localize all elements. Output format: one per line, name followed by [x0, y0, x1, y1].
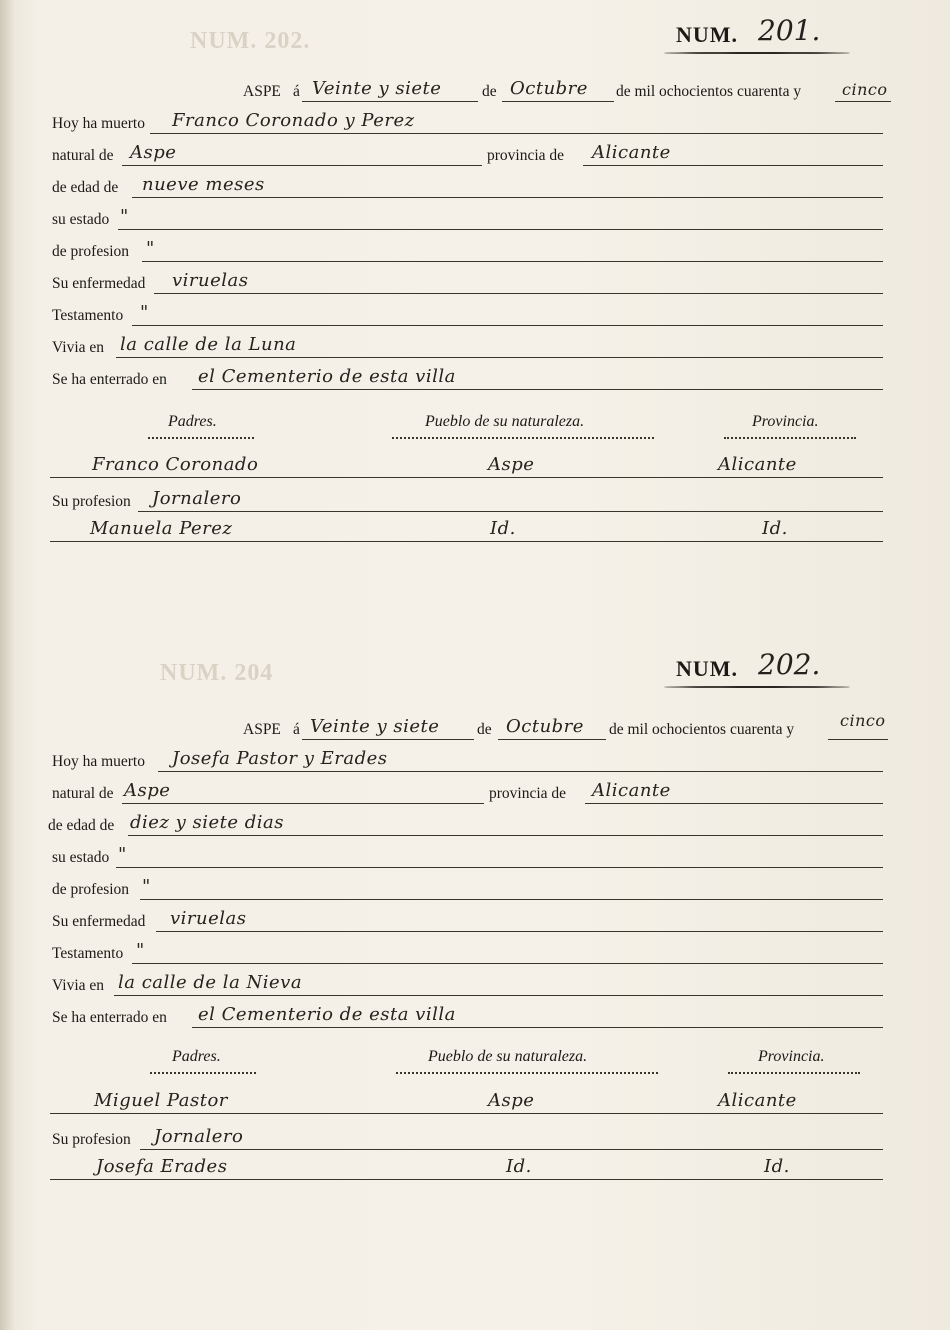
su-profesion-rule	[140, 1149, 883, 1150]
vivia-rule	[116, 357, 883, 358]
enfermedad-line	[0, 906, 950, 934]
estado-value: "	[118, 844, 127, 865]
num-underline	[664, 52, 850, 54]
day-value: Veinte y siete	[312, 78, 442, 99]
padres-heading: Padres.	[168, 413, 217, 430]
date-line	[0, 711, 950, 742]
padres-heading-rule	[150, 1072, 256, 1074]
mother-rule	[50, 1179, 883, 1180]
town-label: ASPE	[243, 721, 281, 738]
died-label: Hoy ha muerto	[52, 115, 145, 132]
died-line	[0, 746, 950, 774]
enterrado-line	[0, 1002, 950, 1030]
father-line	[0, 1088, 950, 1116]
num-value: 202.	[758, 648, 821, 681]
natural-line	[0, 778, 950, 806]
de-label: de	[477, 721, 492, 738]
enfermedad-rule	[156, 931, 883, 932]
estado-line	[0, 842, 950, 870]
estado-rule	[116, 867, 883, 868]
year-suffix-value: cinco	[842, 80, 888, 99]
testamento-label: Testamento	[52, 945, 124, 962]
natural-line	[0, 140, 950, 168]
su-profesion-label: Su profesion	[52, 1131, 131, 1148]
testamento-rule	[132, 325, 883, 326]
bleed-through-heading: NUM. 202.	[190, 28, 311, 54]
padres-heading-rule	[148, 437, 254, 439]
edad-rule	[132, 197, 883, 198]
enfermedad-value: viruelas	[172, 270, 249, 291]
profesion-value: "	[142, 876, 151, 897]
enfermedad-rule	[154, 293, 883, 294]
mother-pueblo: Id.	[490, 518, 516, 539]
enterrado-value: el Cementerio de esta villa	[198, 1004, 456, 1025]
provincia-heading: Provincia.	[758, 1048, 825, 1065]
provincia-heading: Provincia.	[752, 413, 819, 430]
pueblo-heading-rule	[396, 1072, 658, 1074]
testamento-line	[0, 300, 950, 328]
provincia-value: Alicante	[592, 780, 671, 801]
provincia-heading-rule	[728, 1072, 860, 1074]
estado-value: "	[120, 206, 129, 227]
profesion-label: de profesion	[52, 243, 130, 260]
su-profesion-value: Jornalero	[152, 488, 242, 509]
record-number	[676, 648, 856, 692]
natural-label: natural de	[52, 147, 114, 164]
su-profesion-value: Jornalero	[154, 1126, 244, 1147]
vivia-value: la calle de la Luna	[120, 334, 297, 355]
edad-line	[0, 172, 950, 200]
vivia-label: Vivia en	[52, 339, 105, 356]
natural-label: natural de	[52, 785, 114, 802]
a-label: á	[293, 83, 300, 100]
estado-label: su estado	[52, 211, 110, 228]
year-rule	[828, 739, 888, 740]
a-label: á	[293, 721, 300, 738]
enterrado-label: Se ha enterrado en	[52, 371, 167, 388]
enterrado-rule	[192, 1027, 883, 1028]
died-value: Franco Coronado y Perez	[172, 110, 415, 131]
testamento-value: "	[136, 940, 145, 961]
enfermedad-value: viruelas	[170, 908, 247, 929]
edad-value: nueve meses	[142, 174, 265, 195]
vivia-line	[0, 970, 950, 998]
edad-label: de edad de	[48, 817, 115, 834]
pueblo-heading: Pueblo de su naturaleza.	[428, 1048, 588, 1065]
father-rule	[50, 477, 883, 478]
edad-rule	[128, 835, 883, 836]
mother-line	[0, 516, 950, 544]
father-line	[0, 452, 950, 480]
pueblo-heading-rule	[392, 437, 654, 439]
mother-rule	[50, 541, 883, 542]
pueblo-heading: Pueblo de su naturaleza.	[425, 413, 585, 430]
vivia-label: Vivia en	[52, 977, 105, 994]
provincia-label: provincia de	[487, 147, 565, 164]
enfermedad-line	[0, 268, 950, 296]
mother-pueblo: Id.	[506, 1156, 532, 1177]
su-profesion-line	[0, 1124, 950, 1152]
estado-line	[0, 204, 950, 232]
father-pueblo: Aspe	[488, 1090, 535, 1111]
profesion-rule	[142, 261, 883, 262]
died-label: Hoy ha muerto	[52, 753, 145, 770]
father-name: Miguel Pastor	[94, 1090, 228, 1111]
padres-heading: Padres.	[172, 1048, 221, 1065]
natural-value: Aspe	[124, 780, 171, 801]
enfermedad-label: Su enfermedad	[52, 275, 146, 292]
provincia-value: Alicante	[592, 142, 671, 163]
date-line	[0, 76, 950, 104]
died-value: Josefa Pastor y Erades	[172, 748, 388, 769]
year-suffix-value: cinco	[840, 711, 886, 730]
profesion-rule	[140, 899, 883, 900]
record-number	[676, 14, 856, 58]
profesion-line	[0, 874, 950, 902]
mother-provincia: Id.	[764, 1156, 790, 1177]
vivia-value: la calle de la Nieva	[118, 972, 303, 993]
edad-label: de edad de	[52, 179, 119, 196]
enterrado-value: el Cementerio de esta villa	[198, 366, 456, 387]
edad-value: diez y siete dias	[130, 812, 285, 833]
testamento-line	[0, 938, 950, 966]
vivia-line	[0, 332, 950, 360]
testamento-value: "	[140, 302, 149, 323]
num-value: 201.	[758, 14, 821, 47]
natural-rule	[122, 165, 482, 166]
mother-provincia: Id.	[762, 518, 788, 539]
father-name: Franco Coronado	[92, 454, 259, 475]
father-pueblo: Aspe	[488, 454, 535, 475]
month-value: Octubre	[506, 716, 584, 737]
estado-label: su estado	[52, 849, 110, 866]
year-rule	[835, 101, 891, 102]
month-value: Octubre	[510, 78, 588, 99]
testamento-rule	[132, 963, 883, 964]
day-value: Veinte y siete	[310, 716, 440, 737]
provincia-label: provincia de	[489, 785, 567, 802]
profesion-label: de profesion	[52, 881, 130, 898]
su-profesion-rule	[138, 511, 883, 512]
month-rule	[498, 739, 606, 740]
num-underline	[664, 686, 850, 688]
month-rule	[502, 101, 614, 102]
mother-name: Josefa Erades	[96, 1156, 228, 1177]
enterrado-line	[0, 364, 950, 392]
su-profesion-label: Su profesion	[52, 493, 131, 510]
enfermedad-label: Su enfermedad	[52, 913, 146, 930]
died-rule	[150, 133, 883, 134]
father-provincia: Alicante	[718, 454, 797, 475]
father-rule	[50, 1113, 883, 1114]
num-label: NUM.	[676, 656, 739, 681]
provincia-rule	[585, 803, 883, 804]
profesion-line	[0, 236, 950, 264]
day-rule	[302, 739, 474, 740]
father-provincia: Alicante	[718, 1090, 797, 1111]
mother-line	[0, 1154, 950, 1182]
enterrado-rule	[192, 389, 883, 390]
provincia-rule	[583, 165, 883, 166]
town-label: ASPE	[243, 83, 281, 100]
enterrado-label: Se ha enterrado en	[52, 1009, 167, 1026]
num-label: NUM.	[676, 22, 739, 47]
de-label: de	[482, 83, 497, 100]
day-rule	[302, 101, 478, 102]
edad-line	[0, 810, 950, 838]
provincia-heading-rule	[724, 437, 856, 439]
su-profesion-line	[0, 486, 950, 514]
profesion-value: "	[146, 238, 155, 259]
died-rule	[158, 771, 883, 772]
natural-value: Aspe	[130, 142, 177, 163]
year-prefix-label: de mil ochocientos cuarenta y	[609, 721, 795, 738]
died-line	[0, 108, 950, 136]
bleed-through-heading: NUM. 204	[160, 660, 274, 686]
year-prefix-label: de mil ochocientos cuarenta y	[616, 83, 802, 100]
testamento-label: Testamento	[52, 307, 124, 324]
natural-rule	[122, 803, 484, 804]
estado-rule	[118, 229, 883, 230]
mother-name: Manuela Perez	[90, 518, 233, 539]
vivia-rule	[114, 995, 883, 996]
